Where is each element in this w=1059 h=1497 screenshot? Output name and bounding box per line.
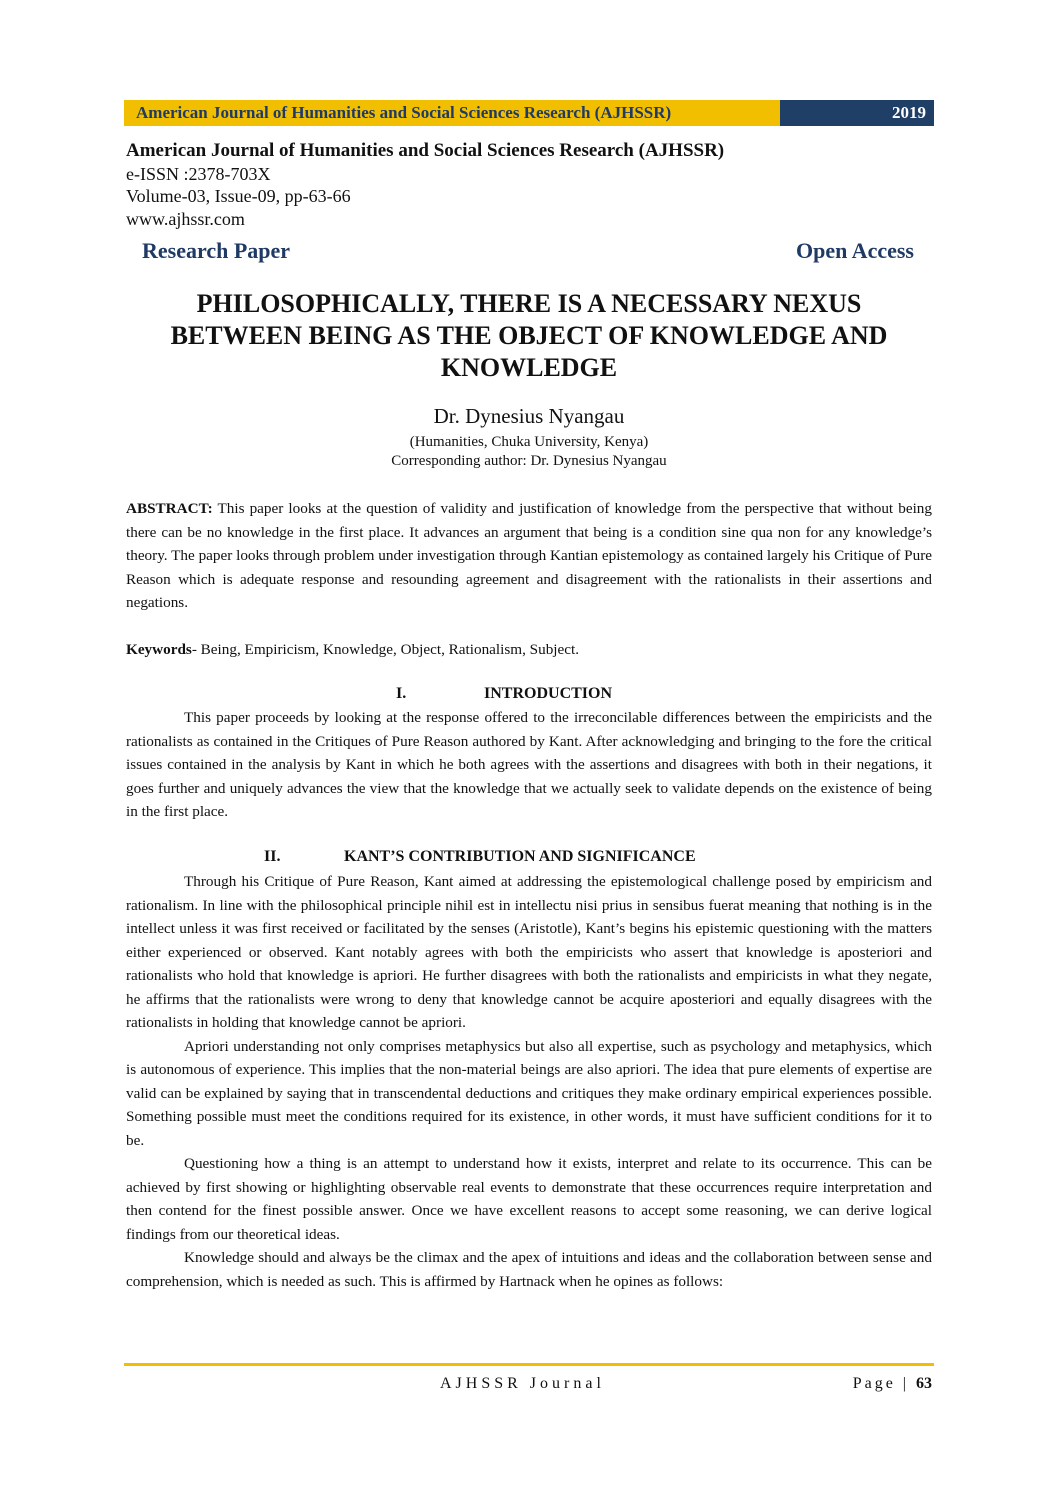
affiliation: (Humanities, Chuka University, Kenya)	[409, 434, 649, 450]
journal-name: American Journal of Humanities and Social Sciences Research (AJHSSR)	[126, 140, 725, 161]
running-header-year: 2019	[780, 100, 934, 126]
access-type: Open Access	[796, 238, 914, 263]
keywords-text: - Being, Empiricism, Knowledge, Object, Rationalism, Subject.	[191, 641, 580, 658]
section-title: KANT’S CONTRIBUTION AND SIGNIFICANCE	[344, 848, 696, 865]
journal-meta	[126, 140, 724, 230]
title-line: KNOWLEDGE	[440, 353, 618, 382]
issn: e-ISSN :2378-703X	[126, 163, 271, 184]
paragraph: Through his Critique of Pure Reason, Kant aimed at addressing the epistemological challenge posed by empiricism and rationalism. In line with the philosophical principle nihil est in intellectu nisi prius in sensibus fuerat meaning that nothing is in the intellect unless it was first received or facilitated by the senses (Aristotle), Kant’s begins his epistemic questioning with the matters either experienced or observed. Kant notably agrees with both the empiricists who assert that knowledge is aposteriori and rationalists who hold that knowledge is apriori. He further disagrees with both the rationalists and empiricists in what they negate, he affirms that the rationalists were wrong to deny that knowledge cannot be acquire aposteriori and equally disagrees with the rationalists in holding that knowledge cannot be apriori.	[126, 873, 932, 1031]
paper-title	[124, 288, 934, 384]
running-header-journal: American Journal of Humanities and Social Sciences Research (AJHSSR)	[124, 100, 780, 126]
page-label: Page |	[852, 1375, 909, 1392]
paper-type-row	[142, 238, 914, 264]
keywords-label: Keywords	[126, 641, 192, 658]
paragraph: This paper proceeds by looking at the response offered to the irreconcilable differences between the empiricists and the rationalists as contained in the Critiques of Pure Reason authored by Kant. After acknowledging and bringing to the fore the critical issues contained in the analysis by Kant in which he both agrees with the assertions and disagrees with both in their negations, it goes further and uniquely advances the view that the knowledge that we actually seek to validate depends on the existence of being in the first place.	[126, 709, 932, 820]
paragraph: Knowledge should and always be the climax and the apex of intuitions and ideas and the collaboration between sense and comprehension, which is needed as such. This is affirmed by Hartnack when he opines as follows:	[126, 1249, 932, 1290]
abstract-text: This paper looks at the question of validity and justification of knowledge from the perspective that without being there can be no knowledge in the first place. It advances an argument that being is a condition sine qua non for any knowledge’s theory. The paper looks through problem under investigation through Kantian epistemology as contained largely his Critique of Pure Reason which is adequate response and resounding agreement and disagreement with the rationalists in their assertions and negations.	[126, 500, 932, 611]
section-title: INTRODUCTION	[484, 685, 613, 702]
volume-issue: Volume-03, Issue-09, pp-63-66	[126, 186, 351, 206]
section-introduction-body	[126, 706, 932, 824]
page-number: 63	[916, 1375, 932, 1392]
section-number: I.	[396, 685, 407, 702]
footer-page	[853, 1375, 932, 1393]
section-heading-kant	[126, 848, 932, 870]
paper-type: Research Paper	[142, 238, 291, 263]
paragraph: Questioning how a thing is an attempt to understand how it exists, interpret and relate to its occurrence. This can be achieved by first showing or highlighting observable real events to demonstrate that these occurrences require interpretation and then contend for the finest possible answer. Once we have excellent reasons to accept some reasoning, we can derive logical findings from our theoretical ideas.	[126, 1155, 932, 1243]
author-info	[124, 433, 934, 471]
corresponding-author: Corresponding author: Dr. Dynesius Nyangau	[391, 453, 667, 469]
keywords	[126, 638, 932, 662]
section-number: II.	[264, 848, 281, 865]
abstract	[126, 497, 932, 615]
section-kant-body	[126, 870, 932, 1293]
journal-website: www.ajhssr.com	[126, 208, 245, 229]
title-line: BETWEEN BEING AS THE OBJECT OF KNOWLEDGE AND	[170, 321, 888, 350]
paragraph: Apriori understanding not only comprises metaphysics but also all expertise, such as psychology and metaphysics, which is autonomous of experience. This implies that the non-material beings are also apriori. The idea that pure elements of expertise are valid can be explained by saying that in transcendental deductions and critiques they make ordinary empirical experiences possible. Something possible must meet the conditions required for its existence, in other words, it must have sufficient conditions for it to be.	[126, 1037, 932, 1149]
title-line: PHILOSOPHICALLY, THERE IS A NECESSARY NEXUS	[196, 289, 862, 318]
author-name: Dr. Dynesius Nyangau	[433, 404, 625, 428]
footer-journal: AJHSSR Journal	[440, 1375, 605, 1392]
running-header	[124, 100, 934, 126]
section-heading-introduction	[126, 685, 932, 707]
footer-rule	[124, 1363, 934, 1366]
abstract-label: ABSTRACT:	[126, 500, 213, 517]
